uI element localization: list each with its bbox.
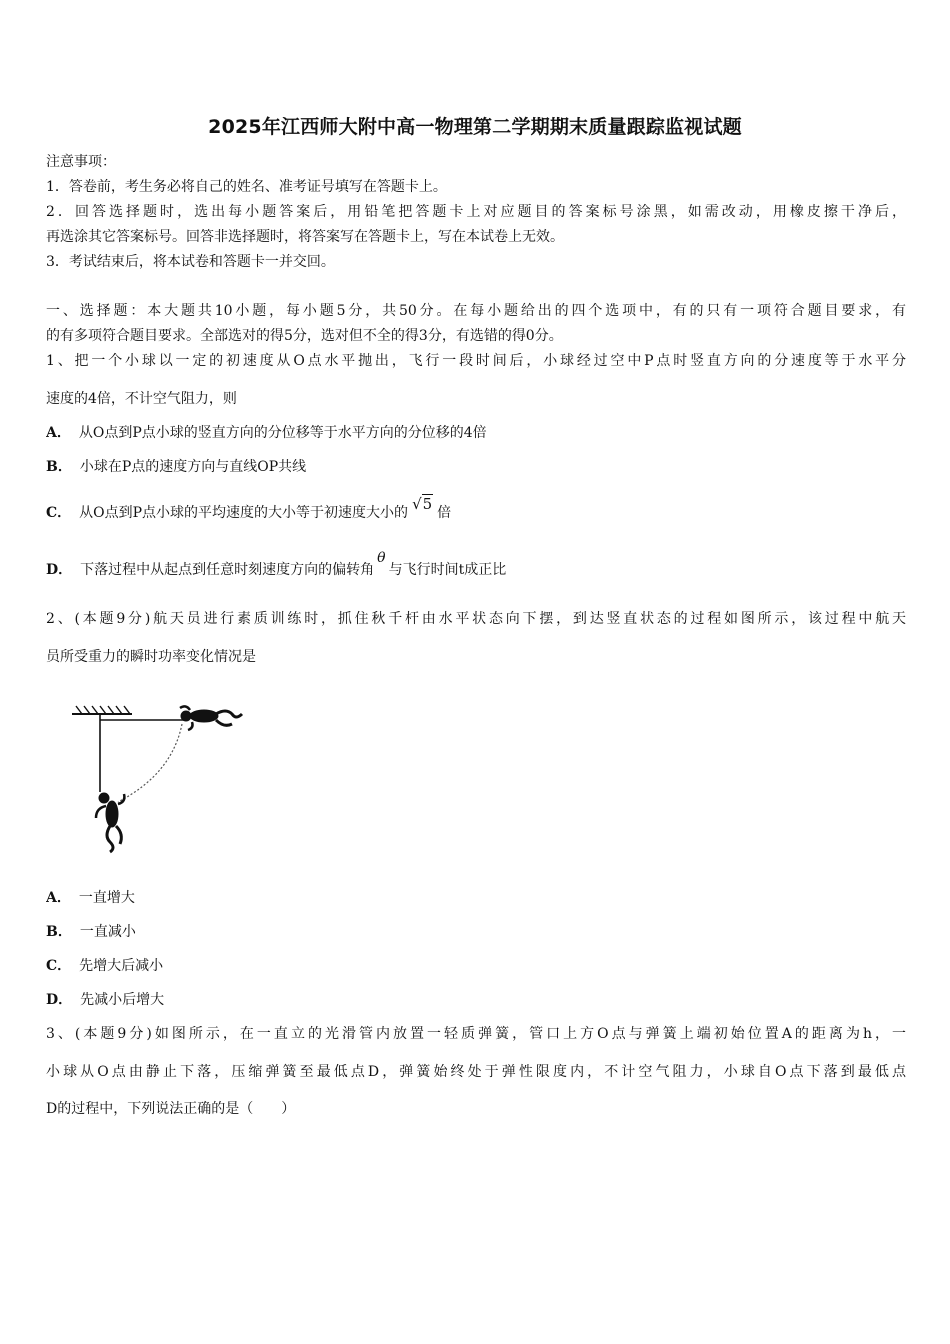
option-text: 一直增大 [78, 890, 135, 906]
option-text: 下落过程中从起点到任意时刻速度方向的偏转角 [80, 562, 375, 578]
notice-item-1: 1．答卷前，考生务必将自己的姓名、准考证号填写在答题卡上。 [46, 179, 447, 195]
sqrt-radicand: 5 [422, 495, 433, 513]
q2-option-c [46, 956, 906, 976]
option-letter: A． [46, 425, 71, 441]
notice-heading: 注意事项： [46, 154, 116, 170]
option-text-suffix: 与飞行时间t成正比 [388, 562, 507, 578]
swing-arc [118, 724, 182, 802]
option-letter: D． [46, 562, 73, 578]
q1-option-d [46, 550, 906, 587]
ceiling-support-icon [72, 706, 132, 714]
q2-option-b [46, 922, 906, 942]
option-letter: B． [46, 459, 72, 475]
q1-option-b [46, 457, 906, 477]
q2-option-a [46, 888, 906, 908]
astronaut-vertical-icon [96, 793, 124, 852]
q2-stem-line-1: 2、(本题9分)航天员进行素质训练时，抓住秋千杆由水平状态向下摆，到达竖直状态的过程如图所示，该过程中航天 [46, 611, 906, 627]
section-instructions-line-2: 的有多项符合题目要求。全部选对的得5分，选对但不全的得3分，有选错的得0分。 [46, 328, 563, 344]
page-title: 2025年江西师大附中高一物理第二学期期末质量跟踪监视试题 [208, 116, 742, 138]
option-letter: C． [46, 505, 72, 521]
notice-item-3: 3．考试结束后，将本试卷和答题卡一并交回。 [46, 254, 335, 270]
theta-symbol: θ [377, 550, 386, 566]
sqrt-symbol: √5 [412, 495, 433, 513]
q1-option-a [46, 423, 906, 443]
option-text: 先增大后减小 [79, 958, 164, 974]
q3-stem-line-1: 3、(本题9分)如图所示，在一直立的光滑管内放置一轻质弹簧，管口上方O点与弹簧上端初始位置A的距离为h，一 [46, 1026, 906, 1042]
option-letter: B． [46, 924, 72, 940]
option-letter: D． [46, 992, 73, 1008]
notice-item-2-line-2: 再选涂其它答案标号。回答非选择题时，将答案写在答题卡上，写在本试卷上无效。 [46, 229, 564, 245]
q3-stem-line-2: 小球从O点由静止下落，压缩弹簧至最低点D，弹簧始终处于弹性限度内，不计空气阻力，小球自O点下落到最低点 [46, 1064, 906, 1080]
q3-stem-line-3: D的过程中，下列说法正确的是（ ） [46, 1101, 296, 1117]
option-text: 小球在P点的速度方向与直线OP共线 [79, 459, 307, 475]
q1-option-c [46, 496, 906, 528]
astronaut-horizontal-icon [180, 706, 242, 730]
option-text: 从O点到P点小球的竖直方向的分位移等于水平方向的分位移的4倍 [78, 425, 487, 441]
option-text: 从O点到P点小球的平均速度的大小等于初速度大小的 [79, 505, 409, 521]
q2-stem-line-2: 员所受重力的瞬时功率变化情况是 [46, 649, 256, 665]
q1-stem-line-2: 速度的4倍，不计空气阻力，则 [46, 391, 237, 407]
q1-stem-line-1: 1、把一个小球以一定的初速度从O点水平抛出，飞行一段时间后，小球经过空中P点时竖直方向的分速度等于水平分 [46, 353, 906, 369]
swing-diagram [66, 694, 246, 854]
notice-item-2-line-1: 2．回答选择题时，选出每小题答案后，用铅笔把答题卡上对应题目的答案标号涂黑，如需改动，用橡皮擦干净后， [46, 204, 906, 220]
option-text: 先减小后增大 [80, 992, 165, 1008]
section-instructions-line-1: 一、选择题：本大题共10小题，每小题5分，共50分。在每小题给出的四个选项中，有的只有一项符合题目要求，有 [46, 303, 906, 319]
option-letter: C． [46, 958, 72, 974]
option-letter: A． [46, 890, 71, 906]
option-text-suffix: 倍 [437, 505, 452, 521]
option-text: 一直减小 [79, 924, 136, 940]
q2-option-d [46, 990, 906, 1010]
